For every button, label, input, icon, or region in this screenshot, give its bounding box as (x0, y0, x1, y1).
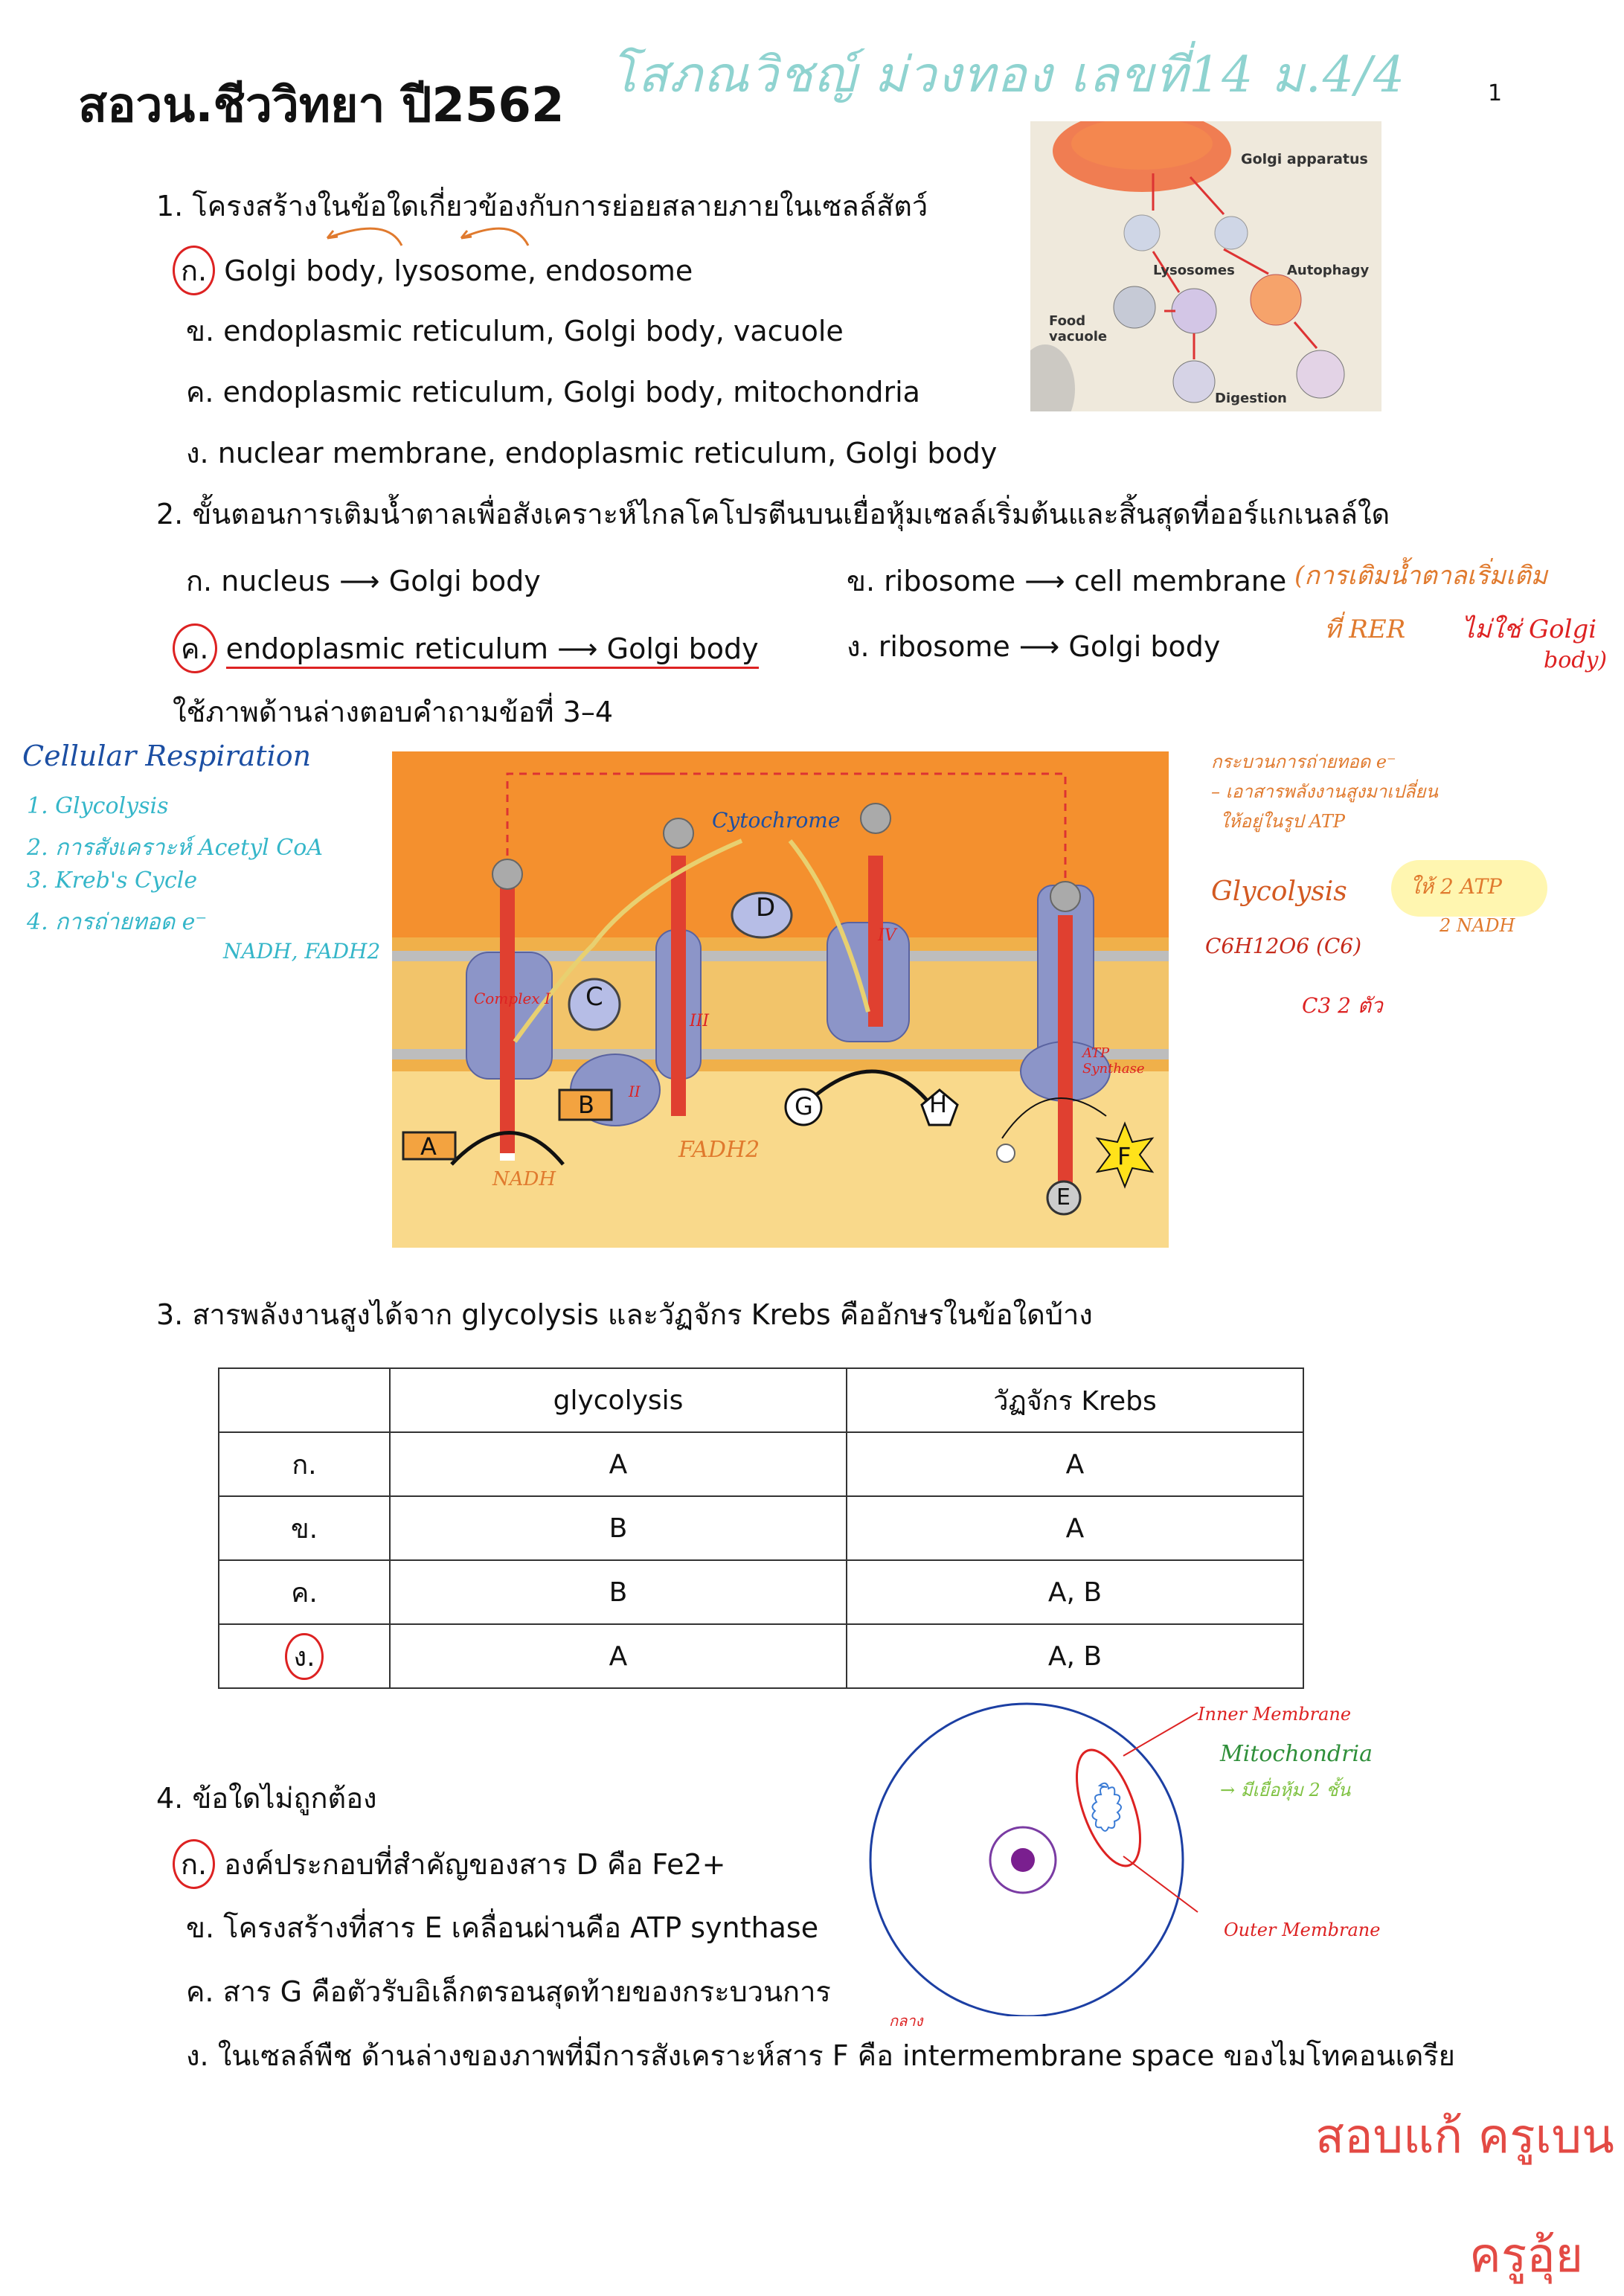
mitochondria-label: Mitochondria (1220, 1741, 1373, 1767)
table-row (219, 1496, 1303, 1560)
gives-note: ให้ 2 ATP (1410, 874, 1502, 899)
table-cell: A, B (847, 1560, 1303, 1624)
respiration-step-2: 2. การสังเคราะห์ Acetyl CoA (27, 835, 323, 861)
answer-circle: ก. (173, 1839, 215, 1889)
table-row (219, 1624, 1303, 1688)
respiration-products: NADH, FADH2 (223, 939, 381, 963)
digestion-label: Digestion (1215, 391, 1287, 406)
q1-option-a: ก. Golgi body, lysosome, endosome (173, 246, 693, 295)
label-h: H (929, 1090, 948, 1118)
label-c: C (585, 982, 603, 1012)
glycolysis-note: Glycolysis (1211, 876, 1347, 907)
table-cell: A (847, 1496, 1303, 1560)
respiration-step-3: 3. Kreb's Cycle (27, 868, 198, 894)
label-d: D (756, 893, 776, 923)
q2-note-line1: (การเติมน้ำตาลเริ่มเติม (1294, 561, 1548, 591)
table-cell (219, 1624, 390, 1688)
q2-note-line4: body) (1544, 647, 1608, 673)
q2-note-line3: ไม่ใช่ Golgi (1462, 615, 1597, 644)
q1-option-b: ข. endoplasmic reticulum, Golgi body, vacuole (186, 315, 844, 347)
cell-diagram (856, 1689, 1376, 2016)
footer-line-2: ครูอุ้ย (1469, 2228, 1584, 2283)
table-cell: A, B (847, 1624, 1303, 1688)
table-header-cell: วัฏจักร Krebs (847, 1368, 1303, 1432)
label-e: E (1056, 1184, 1071, 1210)
respiration-step-1: 1. Glycolysis (27, 793, 169, 819)
page-number: 1 (1488, 80, 1503, 106)
inner-membrane-label: Inner Membrane (1198, 1704, 1352, 1725)
answer-circle: ก. (173, 246, 215, 295)
q1-arrow-annotations (312, 216, 551, 260)
q2-option-a: ก. nucleus ⟶ Golgi body (186, 565, 541, 597)
table-cell: B (390, 1560, 847, 1624)
table-row (219, 1432, 1303, 1496)
table-row (219, 1560, 1303, 1624)
q4-annotation: กลาง (889, 2012, 923, 2030)
table-header-cell (219, 1368, 390, 1432)
q4-option-c: ค. สาร G คือตัวรับอิเล็กตรอนสุดท้ายของกระบวนการ (186, 1975, 831, 2008)
q2-option-d: ง. ribosome ⟶ Golgi body (847, 630, 1221, 663)
label-a: A (420, 1132, 437, 1161)
answer-circle: ง. (285, 1633, 323, 1680)
q2-option-c: ค. endoplasmic reticulum ⟶ Golgi body (173, 623, 759, 673)
right-note-3: ให้อยู่ในรูป ATP (1220, 811, 1346, 832)
label-g: G (795, 1092, 813, 1120)
electron-transport-diagram (392, 751, 1169, 1248)
complex-2-label: II (629, 1083, 641, 1100)
answer-circle: ค. (173, 623, 217, 673)
atp-synthase-label: ATP Synthase (1082, 1045, 1145, 1077)
question-3: 3. สารพลังงานสูงได้จาก glycolysis และวัฏจักร Krebs คืออักษรในข้อใดบ้าง (156, 1298, 1093, 1331)
food-vacuole-label: Food vacuole (1049, 313, 1108, 344)
q4-option-b: ข. โครงสร้างที่สาร E เคลื่อนผ่านคือ ATP synthase (186, 1911, 819, 1944)
two-membranes-note: → มีเยื่อหุ้ม 2 ชั้น (1220, 1780, 1351, 1800)
table-cell: A (390, 1432, 847, 1496)
nadh-label: NADH (492, 1168, 556, 1190)
table-header-cell: glycolysis (390, 1368, 847, 1432)
golgi-label: Golgi apparatus (1241, 151, 1368, 167)
q2-note-line2: ที่ RER (1324, 615, 1406, 644)
page-title: สอวน.ชีววิทยา ปี2562 (78, 78, 565, 133)
question-2: 2. ขั้นตอนการเติมน้ำตาลเพื่อสังเคราะห์ไกลโคโปรตีนบนเยื่อหุ้มเซลล์เริ่มต้นและสิ้นสุดที่ออร์แกเนลล์ใด (156, 498, 1390, 530)
table-header-row (219, 1368, 1303, 1432)
figure-intro: ใช้ภาพด้านล่างตอบคำถามข้อที่ 3–4 (173, 696, 614, 728)
question-4: 4. ข้อใดไม่ถูกต้อง (156, 1782, 377, 1815)
table-cell: ก. (219, 1432, 390, 1496)
table-cell: B (390, 1496, 847, 1560)
respiration-step-4: 4. การถ่ายทอด e⁻ (27, 909, 208, 935)
label-f: F (1117, 1142, 1132, 1170)
lysosomes-label: Lysosomes (1153, 263, 1235, 278)
table-cell: A (390, 1624, 847, 1688)
q1-option-c: ค. endoplasmic reticulum, Golgi body, mitochondria (186, 376, 920, 408)
student-name: โสภณวิชญ์ ม่วงทอง เลขที่14 ม.4/4 (610, 46, 1406, 103)
table-cell: A (847, 1432, 1303, 1496)
right-note-1: กระบวนการถ่ายทอด e⁻ (1211, 751, 1396, 772)
outer-membrane-label: Outer Membrane (1224, 1920, 1381, 1940)
respiration-title: Cellular Respiration (22, 740, 312, 772)
question-1: 1. โครงสร้างในข้อใดเกี่ยวข้องกับการย่อยสลายภายในเซลล์สัตว์ (156, 190, 928, 222)
complex-3-label: III (690, 1012, 710, 1030)
lysosome-figure (1030, 121, 1381, 411)
fadh-label: FADH2 (678, 1137, 760, 1163)
q1-option-d: ง. nuclear membrane, endoplasmic reticulum, Golgi body (186, 437, 998, 469)
label-b: B (578, 1091, 594, 1119)
q4-option-d: ง. ในเซลล์พืช ด้านล่างของภาพที่มีการสังเคราะห์สาร F คือ intermembrane space ของไมโทคอนเดรีย (186, 2039, 1455, 2072)
q2-option-b: ข. ribosome ⟶ cell membrane (847, 565, 1287, 597)
table-cell: ข. (219, 1496, 390, 1560)
q3-answer-table (218, 1367, 1304, 1689)
right-note-2: – เอาสารพลังงานสูงมาเปลี่ยน (1211, 781, 1438, 802)
glucose-formula: C6H12O6 (C6) (1205, 934, 1362, 958)
footer-line-1: สอบแก้ ครูเบน (1315, 2109, 1614, 2164)
complex-1-label: Complex I (474, 990, 551, 1007)
table-cell: ค. (219, 1560, 390, 1624)
nadh-note: 2 NADH (1440, 915, 1515, 936)
cytochrome-label: Cytochrome (712, 808, 841, 833)
q4-option-a: ก. องค์ประกอบที่สำคัญของสาร D คือ Fe2+ (173, 1839, 725, 1889)
c3-note: C3 2 ตัว (1302, 993, 1383, 1018)
complex-4-label: IV (878, 926, 896, 945)
autophagy-label: Autophagy (1287, 263, 1370, 278)
